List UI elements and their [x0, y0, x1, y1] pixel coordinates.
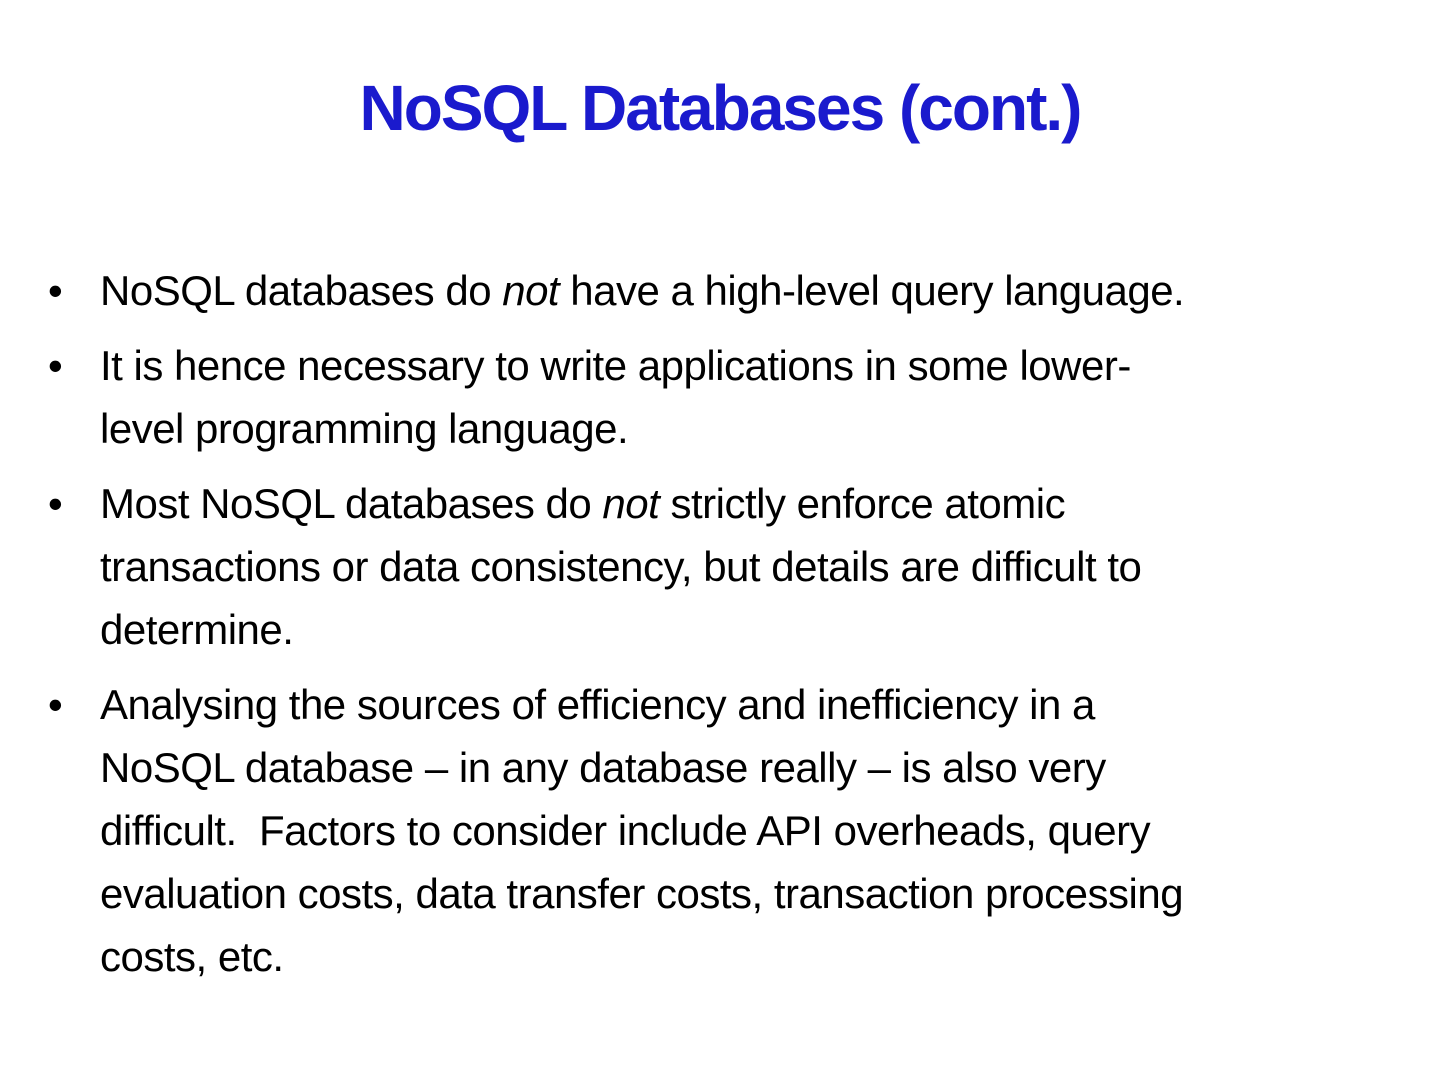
bullet-marker-icon: • — [48, 266, 63, 314]
bullet-text-line: transactions or data consistency, but details are difficult to — [100, 542, 1142, 590]
bullet-text — [100, 673, 1440, 988]
bullet-item — [0, 472, 1440, 661]
bullet-text-line: determine. — [100, 605, 294, 653]
bullet-text — [100, 259, 1440, 322]
bullet-marker-icon: • — [48, 479, 63, 527]
bullet-list — [0, 259, 1440, 988]
bullet-item — [0, 259, 1440, 322]
bullet-text — [100, 472, 1440, 661]
bullet-marker-icon: • — [48, 341, 63, 389]
bullet-text-line: Most NoSQL databases do not strictly enforce atomic — [100, 479, 1066, 527]
bullet-text-line: NoSQL databases do not have a high-level query language. — [100, 266, 1185, 314]
slide-title: NoSQL Databases (cont.) — [359, 72, 1081, 144]
bullet-text-line: Analysing the sources of efficiency and inefficiency in a — [100, 680, 1095, 728]
bullet-text-line: costs, etc. — [100, 932, 284, 980]
bullet-text-line: difficult. Factors to consider include API overheads, query — [100, 806, 1151, 854]
bullet-item — [0, 334, 1440, 460]
bullet-text-line: It is hence necessary to write applications in some lower- — [100, 341, 1131, 389]
bullet-text — [100, 334, 1440, 460]
bullet-marker-icon: • — [48, 680, 63, 728]
bullet-text-line: evaluation costs, data transfer costs, transaction processing — [100, 869, 1184, 917]
bullet-item — [0, 673, 1440, 988]
bullet-text-line: level programming language. — [100, 404, 629, 452]
bullet-text-line: NoSQL database – in any database really – is also very — [100, 743, 1106, 791]
slide — [0, 70, 1440, 1080]
